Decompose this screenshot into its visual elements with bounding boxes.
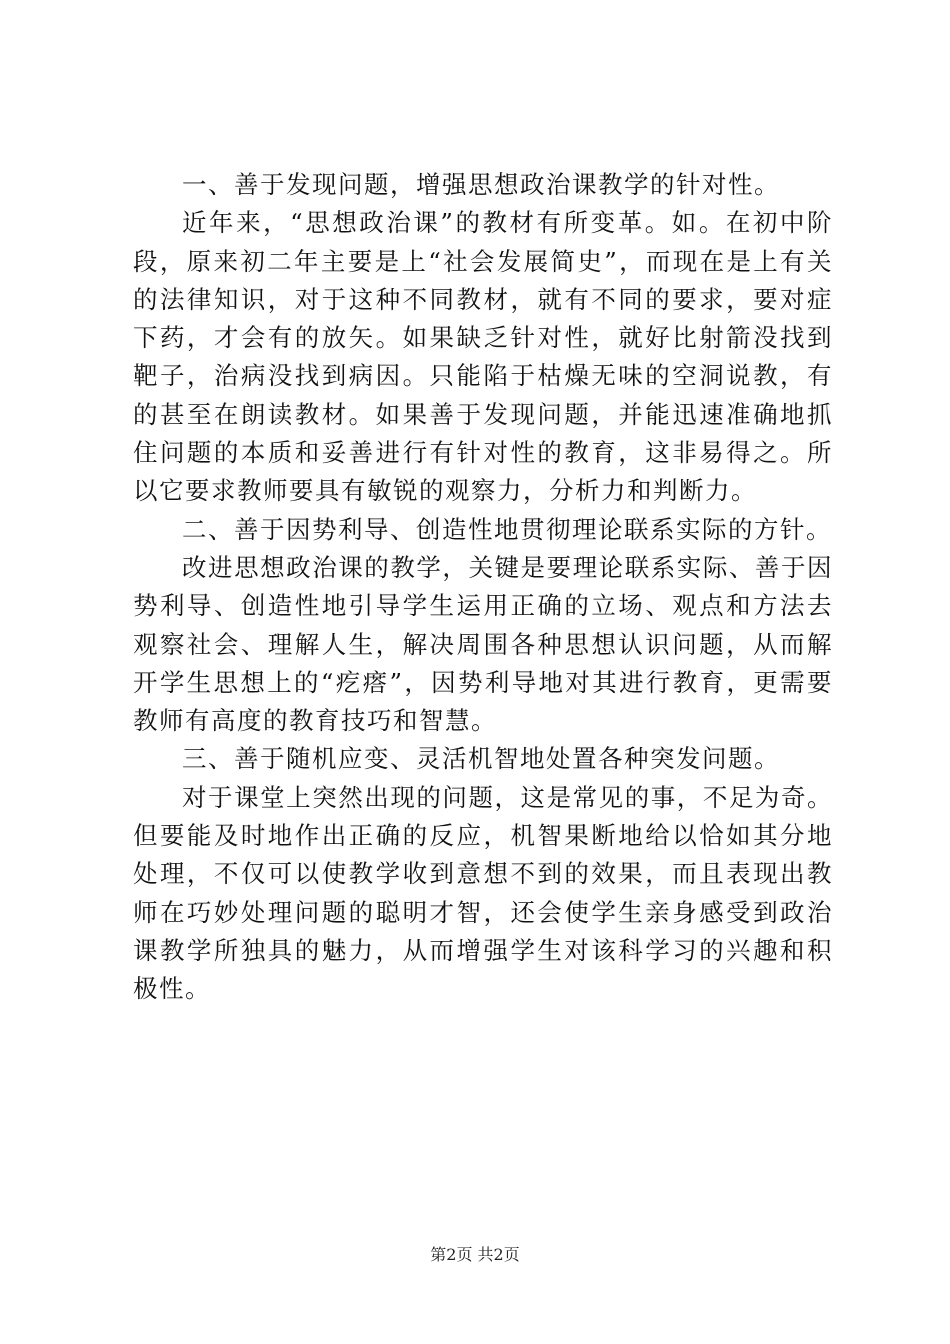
- paragraph-point-three: 对于课堂上突然出现的问题，这是常见的事，不足为奇。但要能及时地作出正确的反应，机智果断地给以恰如其分地处理，不仅可以使教学收到意想不到的效果，而且表现出教师在巧妙处理问题的聪明才智，还会使学生亲身感受到政治课教学所独具的魅力，从而增强学生对该科学习的兴趣和积极性。: [133, 782, 833, 1004]
- page-footer: 第2页 共2页: [430, 1245, 520, 1264]
- paragraph-point-one: 近年来，“思想政治课”的教材有所变革。如。在初中阶段，原来初二年主要是上“社会发展简史”，而现在是上有关的法律知识，对于这种不同教材，就有不同的要求，要对症下药，才会有的放矢。如果缺乏针对性，就好比射箭没找到靶子，治病没找到病因。只能陷于枯燥无味的空洞说教，有的甚至在朗读教材。如果善于发现问题，并能迅速准确地抓住问题的本质和妥善进行有针对性的教育，这非易得之。所以它要求教师要具有敏锐的观察力，分析力和判断力。: [133, 208, 833, 506]
- heading-point-one: 一、善于发现问题，增强思想政治课教学的针对性。: [182, 170, 780, 199]
- paragraph-point-two: 改进思想政治课的教学，关键是要理论联系实际、善于因势利导、创造性地引导学生运用正确的立场、观点和方法去观察社会、理解人生，解决周围各种思想认识问题，从而解开学生思想上的“疙瘩”，因势利导地对其进行教育，更需要教师有高度的教育技巧和智慧。: [133, 552, 833, 736]
- heading-point-two: 二、善于因势利导、创造性地贯彻理论联系实际的方针。: [182, 514, 832, 544]
- heading-point-three: 三、善于随机应变、灵活机智地处置各种突发问题。: [182, 744, 780, 774]
- document-body: [133, 166, 833, 1009]
